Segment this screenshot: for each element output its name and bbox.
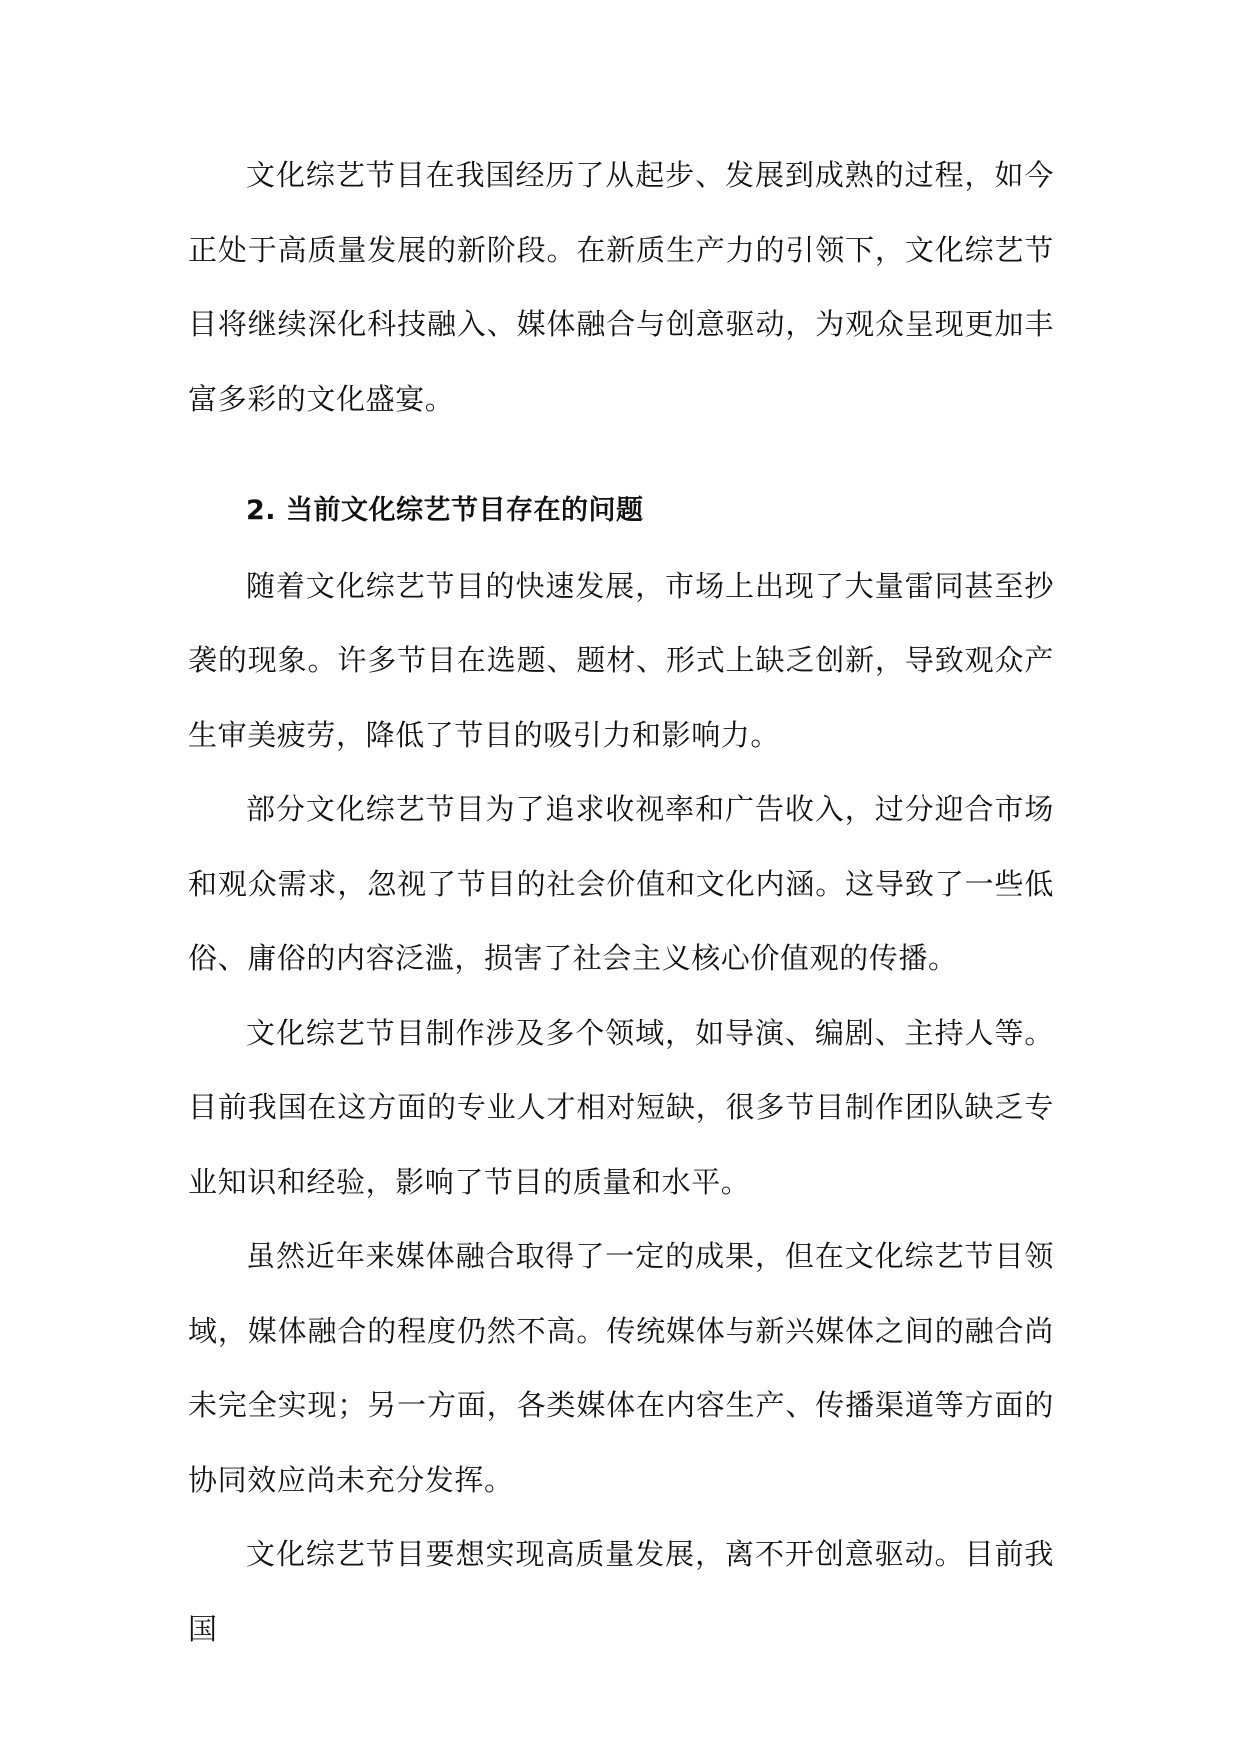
paragraph-vulgarity: 部分文化综艺节目为了追求收视率和广告收入，过分迎合市场和观众需求，忽视了节目的社会价值和文化内涵。这导致了一些低俗、庸俗的内容泛滥，损害了社会主义核心价值观的传播。 <box>188 792 1054 975</box>
document-body <box>188 138 1054 1666</box>
paragraph-media-convergence: 虽然近年来媒体融合取得了一定的成果，但在文化综艺节目领域，媒体融合的程度仍然不高。传统媒体与新兴媒体之间的融合尚未完全实现；另一方面，各类媒体在内容生产、传播渠道等方面的协同效应尚未充分发挥。 <box>188 1239 1054 1497</box>
paragraph-creativity: 文化综艺节目要想实现高质量发展，离不开创意驱动。目前我国 <box>188 1537 1054 1646</box>
paragraph-homogeneity: 随着文化综艺节目的快速发展，市场上出现了大量雷同甚至抄袭的现象。许多节目在选题、题材、形式上缺乏创新，导致观众产生审美疲劳，降低了节目的吸引力和影响力。 <box>188 568 1054 752</box>
section-heading: 2. 当前文化综艺节目存在的问题 <box>246 495 644 526</box>
intro-paragraph: 文化综艺节目在我国经历了从起步、发展到成熟的过程，如今正处于高质量发展的新阶段。在新质生产力的引领下，文化综艺节目将继续深化科技融入、媒体融合与创意驱动，为观众呈现更加丰富多彩的文化盛宴。 <box>188 158 1054 416</box>
paragraph-talent-shortage: 文化综艺节目制作涉及多个领域，如导演、编剧、主持人等。目前我国在这方面的专业人才相对短缺，很多节目制作团队缺乏专业知识和经验，影响了节目的质量和水平。 <box>188 1015 1054 1199</box>
